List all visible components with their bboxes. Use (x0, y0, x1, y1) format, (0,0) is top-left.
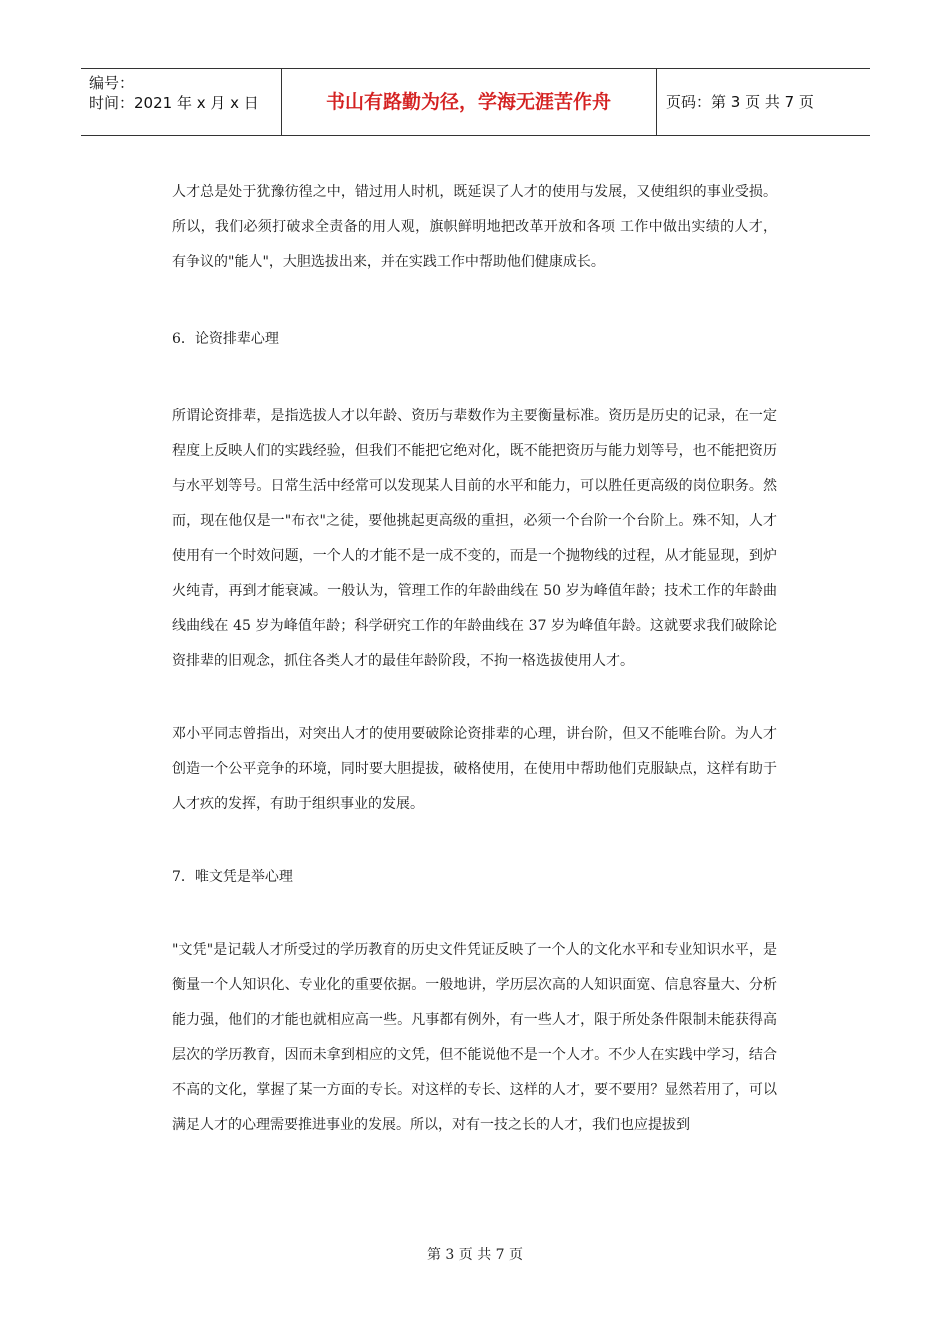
number-label: 编号： (89, 74, 135, 92)
header-divider-right (656, 69, 657, 136)
paragraph-4: "文凭"是记载人才所受过的学历教育的历史文件凭证反映了一个人的文化水平和专业知识水平，是衡量一个人知识化、专业化的重要依据。一般地讲，学历层次高的人知识面宽、信息容量大、分析能力强，他们的才能也就相应高一些。凡事都有例外，有一些人才，限于所处条件限制未能获得高层次的学历教育，因而未拿到相应的文凭，但不能说他不是一个人才。不少人在实践中学习，结合不高的文化，掌握了某一方面的专长。对这样的专长、这样的人才，要不要用？显然若用了，可以满足人才的心理需要推进事业的发展。所以，对有一技之长的人才，我们也应提拔到 (172, 942, 777, 1133)
document-body (172, 175, 777, 1143)
header-page-info: 页码：第 3 页 共 7 页 (666, 93, 814, 111)
header-meta (89, 73, 279, 113)
paragraph-3: 邓小平同志曾指出，对突出人才的使用要破除论资排辈的心理，讲台阶，但又不能唯台阶。为人才创造一个公平竞争的环境，同时要大胆提拔，破格使用，在使用中帮助他们克服缺点，这样有助于人才疚的发挥，有助于组织事业的发展。 (172, 726, 777, 812)
section-heading-7: 7．唯文凭是举心理 (172, 869, 293, 885)
paragraph-1: 人才总是处于犹豫彷徨之中，错过用人时机，既延误了人才的使用与发展，又使组织的事业受损。所以，我们必须打破求全责备的用人观，旗帜鲜明地把改革开放和各项 工作中做出实绩的人才，有争议的"能人"，大胆选拔出来，并在实践工作中帮助他们健康成长。 (172, 184, 777, 270)
section-heading-6: 6．论资排辈心理 (172, 331, 279, 347)
header-motto: 书山有路勤为径，学海无涯苦作舟 (325, 91, 611, 113)
paragraph-2: 所谓论资排辈，是指选拔人才以年龄、资历与辈数作为主要衡量标准。资历是历史的记录，在一定程度上反映人们的实践经验，但我们不能把它绝对化，既不能把资历与能力划等号，也不能把资历与水平划等号。日常生活中经常可以发现某人目前的水平和能力，可以胜任更高级的岗位职务。然而，现在他仅是一"布衣"之徒，要他挑起更高级的重担，必须一个台阶一个台阶上。殊不知，人才使用有一个时效问题，一个人的才能不是一成不变的，而是一个抛物线的过程，从才能显现，到炉火纯青，再到才能衰减。一般认为，管理工作的年龄曲线在 50 岁为峰值年龄；技术工作的年龄曲线曲线在 45 岁为峰值年龄；科学研究工作的年龄曲线在 37 岁为峰值年龄。这就要求我们破除论资排辈的旧观念，抓住各类人才的最佳年龄阶段，不拘一格选拔使用人才。 (172, 408, 777, 669)
date-line: 时间：2021 年 x 月 x 日 (89, 94, 259, 112)
page-footer: 第 3 页 共 7 页 (426, 1247, 524, 1263)
document-header (81, 68, 870, 136)
